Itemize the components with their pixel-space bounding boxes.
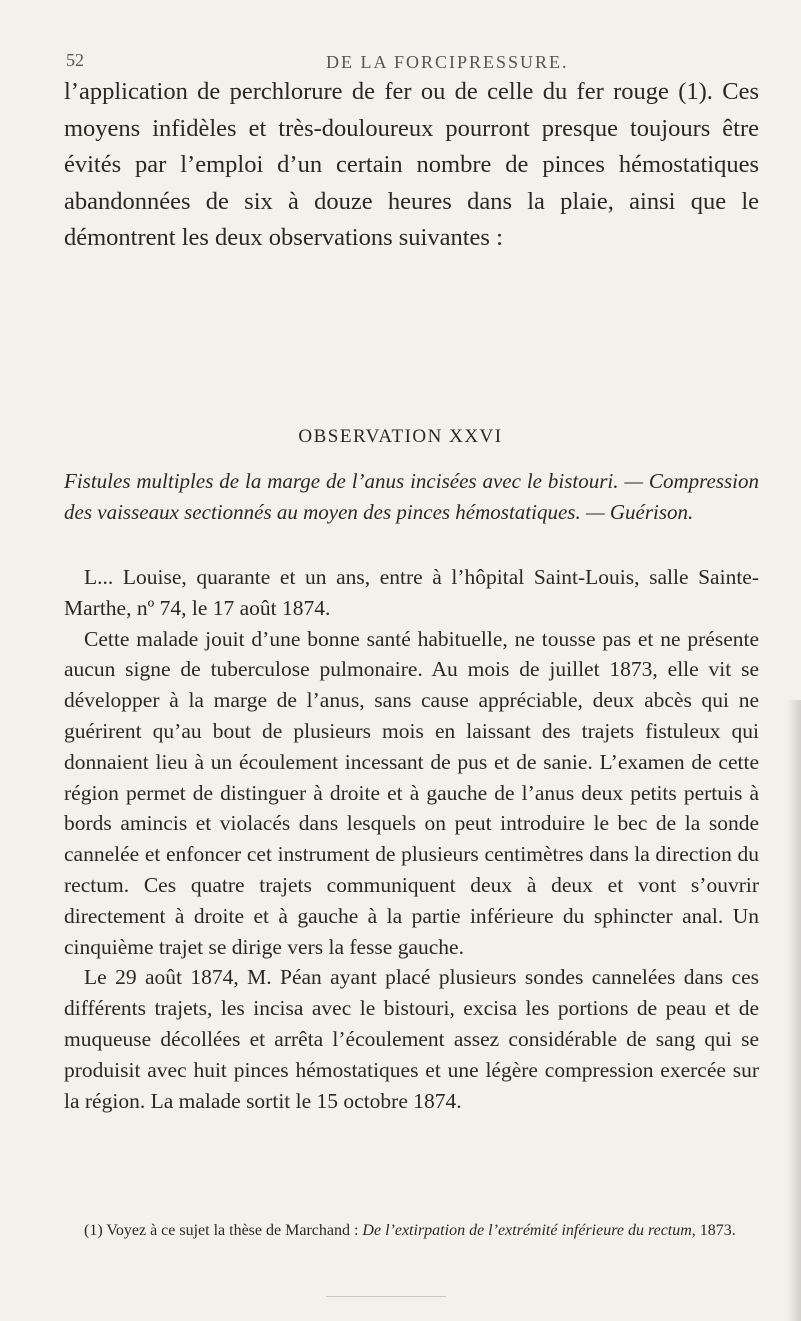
observation-paragraph: Le 29 août 1874, M. Péan ayant placé plusieurs sondes cannelées dans ces différents trajets, les incisa avec le bistouri, excisa les portions de peau et de muqueuse décollées et arrêta l’écoulement assez considérable de sang qui se produisit avec huit pinces hémostatiques et une légère compression exercée sur la région. La malade sortit le 15 octobre 1874. (64, 965, 759, 1113)
running-title: DE LA FORCIPRESSURE. (326, 52, 569, 72)
observation-body (64, 562, 759, 1116)
footnote-tail: , 1873. (691, 1222, 736, 1239)
observation-title: OBSERVATION XXVI (298, 426, 503, 447)
observation-paragraph: Cette malade jouit d’une bonne santé habituelle, ne tousse pas et ne présente aucun signe de tuberculose pulmonaire. Au mois de juillet 1873, elle vit se développer à la marge de l’anus, sans cause appréciable, deux abcès qui ne guérirent qu’au bout de plusieurs mois en laissant des trajets fistuleux qui donnaient lieu à un écoulement incessant de pus et de sanie. L’examen de cette région permet de distinguer à droite et à gauche de l’anus deux petits pertuis à bords amincis et violacés dans lesquels on peut introduire le bec de la sonde cannelée et enfoncer cet instrument de plusieurs centimètres dans la direction du rectum. Ces quatre trajets communiquent deux à deux et vont s’ouvrir directement à droite et à gauche à la partie inférieure du sphincter anal. Un cinquième trajet se dirige vers la fesse gauche. (64, 626, 759, 959)
page-edge-shadow (787, 700, 801, 1321)
intro-paragraph: l’application de perchlorure de fer ou de celle du fer rouge (1). Ces moyens infidèles et très-douloureux pourront presque toujours être évités par l’emploi d’un certain nombre de pinces hémostatiques abandonnées de six à douze heures dans la plaie, ainsi que le démontrent les deux observations suivantes : (64, 78, 759, 251)
page-number: 52 (66, 50, 84, 70)
footnote-cited-title: De l’extirpation de l’extrémité inférieure du rectum (362, 1222, 692, 1239)
observation-subtitle: Fistules multiples de la marge de l’anus incisées avec le bistouri. — Compression des vaisseaux sectionnés au moyen des pinces hémostatiques. — Guérison. (64, 469, 759, 524)
observation-paragraph: L... Louise, quarante et un ans, entre à l’hôpital Saint-Louis, salle Sainte-Marthe, nº 74, le 17 août 1874. (64, 565, 759, 620)
footnote-lead: (1) Voyez à ce sujet la thèse de Marchand : (84, 1222, 363, 1239)
bottom-rule (326, 1296, 446, 1297)
footnote (64, 1220, 759, 1242)
